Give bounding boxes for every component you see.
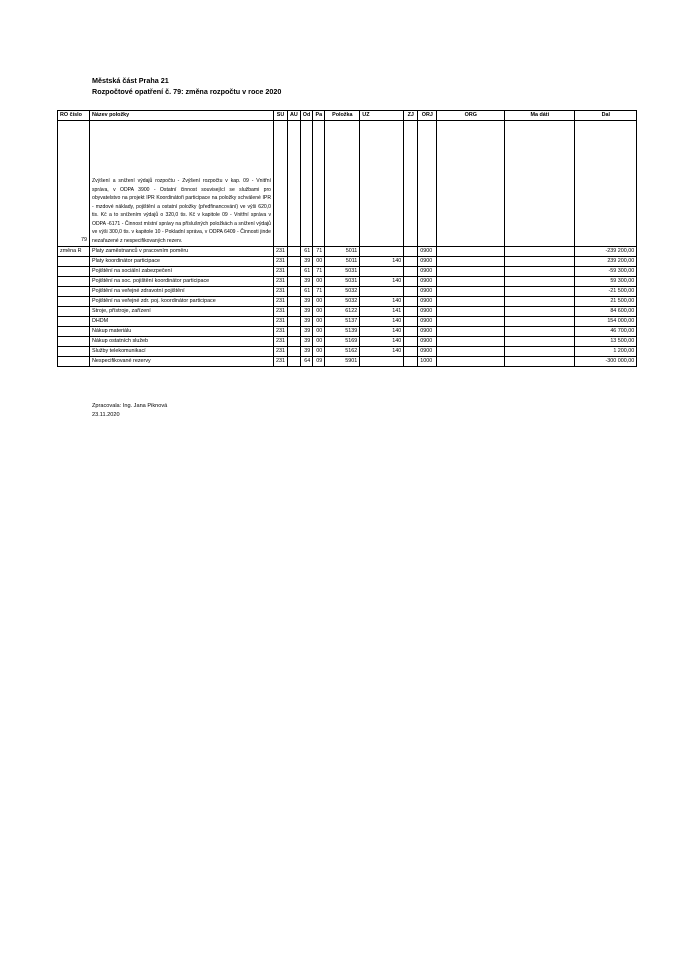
- cell-od: 61: [300, 247, 313, 257]
- cell-name: Pojištění na sociální zabezpečení: [90, 267, 274, 277]
- col-org: ORG: [437, 111, 505, 121]
- cell-dal: -239 200,00: [575, 247, 637, 257]
- cell-dal: -300 000,00: [575, 357, 637, 367]
- cell-orj: 0900: [418, 257, 437, 267]
- cell-name: Nákup materiálu: [90, 327, 274, 337]
- cell-pa: 00: [313, 317, 325, 327]
- cell-name: Pojištění na veřejné zdravotní pojištění: [90, 287, 274, 297]
- header-row: [58, 111, 637, 121]
- cell-uz: [360, 267, 404, 277]
- cell-od: 64: [300, 357, 313, 367]
- cell-dal: -59 300,00: [575, 267, 637, 277]
- cell-uz: [360, 287, 404, 297]
- col-orj: ORJ: [418, 111, 437, 121]
- table-row: [58, 267, 637, 277]
- cell-orj: 0900: [418, 247, 437, 257]
- cell-polozka: 5169: [325, 337, 360, 347]
- cell-pa: 00: [313, 327, 325, 337]
- cell-dal: -21 500,00: [575, 287, 637, 297]
- cell-uz: 140: [360, 327, 404, 337]
- cell-od: 39: [300, 337, 313, 347]
- cell-pa: 00: [313, 347, 325, 357]
- table-row: [58, 297, 637, 307]
- cell-od: 39: [300, 257, 313, 267]
- change-label: změna R: [58, 247, 90, 257]
- document-header: [92, 76, 281, 97]
- cell-orj: 1000: [418, 357, 437, 367]
- cell-name: Služby telekomunikací: [90, 347, 274, 357]
- cell-name: DHDM: [90, 317, 274, 327]
- cell-orj: 0900: [418, 337, 437, 347]
- cell-od: 39: [300, 347, 313, 357]
- cell-uz: 141: [360, 307, 404, 317]
- cell-su: 231: [274, 297, 288, 307]
- cell-od: 39: [300, 277, 313, 287]
- cell-dal: 59 300,00: [575, 277, 637, 287]
- col-uz: UZ: [360, 111, 404, 121]
- cell-pa: 71: [313, 267, 325, 277]
- cell-name: Nákup ostatních služeb: [90, 337, 274, 347]
- table-row: [58, 347, 637, 357]
- cell-pa: 71: [313, 287, 325, 297]
- cell-polozka: 5031: [325, 267, 360, 277]
- measure-description: Zvýšení a snížení výdajů rozpočtu - Zvýšení rozpočtu v kap. 09 - Vnitřní správa, v ODPA 3900 - Ostatní činnost související se službami pro obyvatelstvo na projekt IPR Koordinátoři participace na položky schválené IPR - mzdové náklady, pojištění a ostatní položky (předfinancování) ve výši 620,0 tis. Kč a to snížením výdajů o 320,0 tis. Kč v kapitole 09 - Vnitřní správa v ODPA -6171 - Činnost místní správy na příslušných položkách a snížení výdajů ve výši 300,0 tis. v kapitole 10 - Pokladní správa, v ODPA 6409 - Činnosti jinde nezařazené z nespecifikovaných rezerv.: [90, 121, 274, 247]
- cell-dal: 84 600,00: [575, 307, 637, 317]
- cell-polozka: 5032: [325, 287, 360, 297]
- cell-pa: 71: [313, 247, 325, 257]
- cell-dal: 46 700,00: [575, 327, 637, 337]
- cell-pa: 00: [313, 337, 325, 347]
- cell-su: 231: [274, 337, 288, 347]
- col-su: SU: [274, 111, 288, 121]
- ro-number: 79: [58, 121, 90, 247]
- table-row: [58, 327, 637, 337]
- col-madati: Ma dáti: [505, 111, 575, 121]
- cell-polozka: 5162: [325, 347, 360, 357]
- table-row: [58, 357, 637, 367]
- cell-name: Platy koordinátor participace: [90, 257, 274, 267]
- cell-name: Stroje, přístroje, zařízení: [90, 307, 274, 317]
- cell-polozka: 5011: [325, 257, 360, 267]
- cell-pa: 00: [313, 277, 325, 287]
- cell-orj: 0900: [418, 347, 437, 357]
- cell-polozka: 5137: [325, 317, 360, 327]
- col-polozka: Položka: [325, 111, 360, 121]
- cell-su: 231: [274, 347, 288, 357]
- cell-orj: 0900: [418, 307, 437, 317]
- cell-su: 231: [274, 307, 288, 317]
- cell-su: 231: [274, 327, 288, 337]
- col-zj: ZJ: [404, 111, 418, 121]
- cell-orj: 0900: [418, 267, 437, 277]
- cell-pa: 09: [313, 357, 325, 367]
- cell-polozka: 5032: [325, 297, 360, 307]
- cell-od: 61: [300, 287, 313, 297]
- cell-name: Nespecifikované rezervy: [90, 357, 274, 367]
- cell-name: Pojištění na soc. pojištění koordinátor participace: [90, 277, 274, 287]
- cell-uz: 140: [360, 317, 404, 327]
- cell-dal: 13 500,00: [575, 337, 637, 347]
- cell-orj: 0900: [418, 317, 437, 327]
- cell-pa: 00: [313, 307, 325, 317]
- cell-su: 231: [274, 287, 288, 297]
- cell-su: 231: [274, 277, 288, 287]
- cell-su: 231: [274, 257, 288, 267]
- cell-dal: 154 000,00: [575, 317, 637, 327]
- cell-dal: 21 500,00: [575, 297, 637, 307]
- cell-uz: 140: [360, 297, 404, 307]
- col-dal: Dal: [575, 111, 637, 121]
- cell-pa: 00: [313, 297, 325, 307]
- cell-polozka: 5031: [325, 277, 360, 287]
- cell-od: 39: [300, 297, 313, 307]
- cell-pa: 00: [313, 257, 325, 267]
- measure-title: Rozpočtové opatření č. 79: změna rozpočtu v roce 2020: [92, 86, 282, 96]
- col-ro: RO číslo: [58, 111, 90, 121]
- document-footer: [92, 402, 167, 420]
- cell-su: 231: [274, 247, 288, 257]
- cell-od: 39: [300, 307, 313, 317]
- cell-polozka: 5901: [325, 357, 360, 367]
- cell-orj: 0900: [418, 297, 437, 307]
- cell-su: 231: [274, 267, 288, 277]
- cell-polozka: 6122: [325, 307, 360, 317]
- table-row: [58, 337, 637, 347]
- cell-polozka: 5011: [325, 247, 360, 257]
- table-row: [58, 317, 637, 327]
- cell-uz: 140: [360, 347, 404, 357]
- cell-polozka: 5139: [325, 327, 360, 337]
- cell-uz: [360, 357, 404, 367]
- description-row: [58, 121, 637, 247]
- cell-uz: 140: [360, 277, 404, 287]
- cell-name: Platy zaměstnanců v pracovním poměru: [90, 247, 274, 257]
- cell-orj: 0900: [418, 277, 437, 287]
- table-row: [58, 247, 637, 257]
- cell-od: 39: [300, 317, 313, 327]
- cell-uz: 140: [360, 337, 404, 347]
- cell-name: Pojištění na veřejné zdr. poj. koordinátor participace: [90, 297, 274, 307]
- table-row: [58, 277, 637, 287]
- table-row: [58, 307, 637, 317]
- col-name: Název položky: [90, 111, 274, 121]
- cell-su: 231: [274, 317, 288, 327]
- cell-od: 39: [300, 327, 313, 337]
- table-row: [58, 257, 637, 267]
- cell-dal: 239 200,00: [575, 257, 637, 267]
- cell-uz: 140: [360, 257, 404, 267]
- cell-orj: 0900: [418, 287, 437, 297]
- budget-table: [57, 110, 637, 367]
- prepared-date: 23.11.2020: [92, 412, 120, 418]
- col-pa: Pa: [313, 111, 325, 121]
- table-row: [58, 287, 637, 297]
- col-od: Od: [300, 111, 313, 121]
- prepared-by: Zpracovala: Ing. Jana Piknová: [92, 403, 168, 409]
- cell-orj: 0900: [418, 327, 437, 337]
- col-au: AU: [288, 111, 301, 121]
- cell-od: 61: [300, 267, 313, 277]
- cell-su: 231: [274, 357, 288, 367]
- cell-dal: 1 200,00: [575, 347, 637, 357]
- municipality-title: Městská část Praha 21: [92, 76, 169, 85]
- cell-uz: [360, 247, 404, 257]
